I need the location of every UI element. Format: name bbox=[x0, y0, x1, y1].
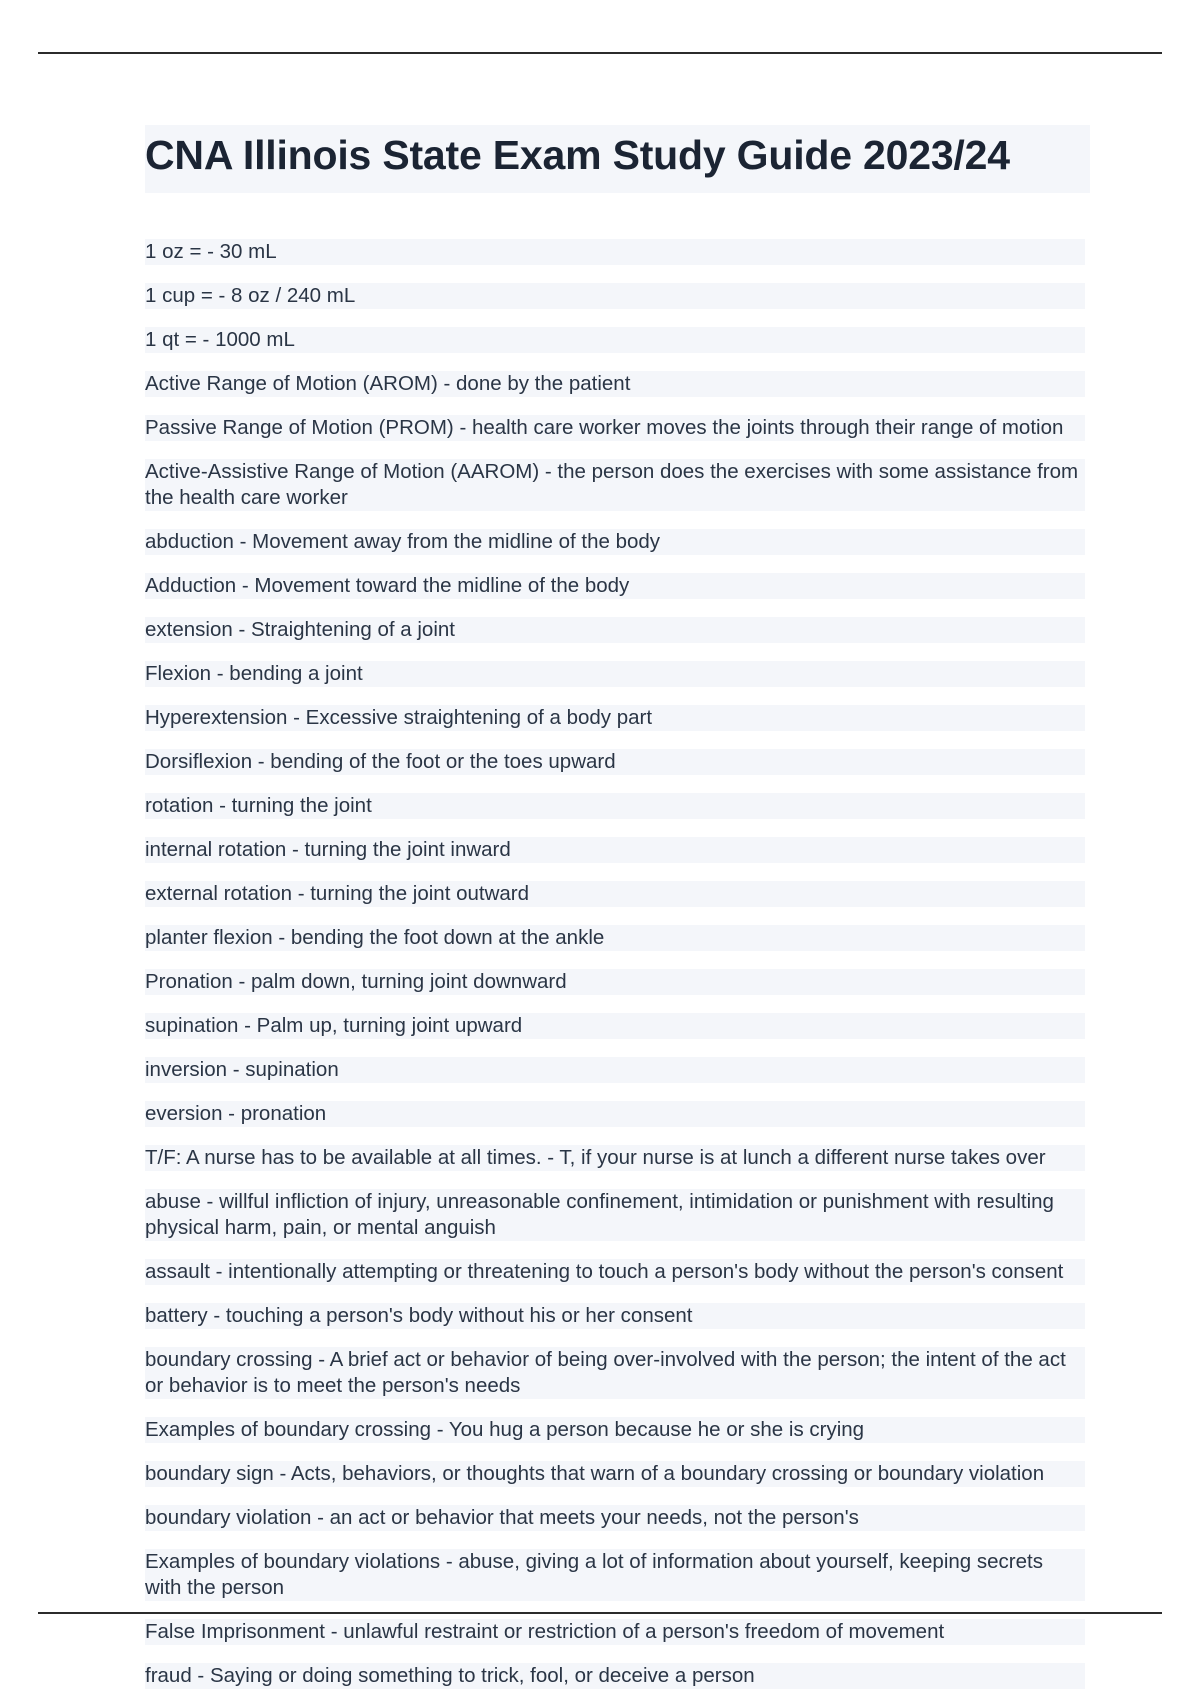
list-item: battery - touching a person's body without his or her consent bbox=[145, 1303, 1085, 1329]
list-item: inversion - supination bbox=[145, 1057, 1085, 1083]
list-item: Active Range of Motion (AROM) - done by the patient bbox=[145, 371, 1085, 397]
list-item: Active-Assistive Range of Motion (AAROM) - the person does the exercises with some assistance from the health care worker bbox=[145, 459, 1085, 511]
entry-container bbox=[145, 239, 1085, 1689]
list-item: Hyperextension - Excessive straightening of a body part bbox=[145, 705, 1085, 731]
list-item: Passive Range of Motion (PROM) - health care worker moves the joints through their range of motion bbox=[145, 415, 1085, 441]
list-item: extension - Straightening of a joint bbox=[145, 617, 1085, 643]
list-item: rotation - turning the joint bbox=[145, 793, 1085, 819]
list-item: external rotation - turning the joint outward bbox=[145, 881, 1085, 907]
list-item: Examples of boundary violations - abuse, giving a lot of information about yourself, keeping secrets with the person bbox=[145, 1549, 1085, 1601]
list-item: False Imprisonment - unlawful restraint or restriction of a person's freedom of movement bbox=[145, 1619, 1085, 1645]
list-item: abduction - Movement away from the midline of the body bbox=[145, 529, 1085, 555]
list-item: abuse - willful infliction of injury, unreasonable confinement, intimidation or punishment with resulting physical harm, pain, or mental anguish bbox=[145, 1189, 1085, 1241]
list-item: Pronation - palm down, turning joint downward bbox=[145, 969, 1085, 995]
title-block bbox=[145, 125, 1090, 193]
list-item: Examples of boundary crossing - You hug a person because he or she is crying bbox=[145, 1417, 1085, 1443]
list-item: T/F: A nurse has to be available at all times. - T, if your nurse is at lunch a different nurse takes over bbox=[145, 1145, 1085, 1171]
list-item: Adduction - Movement toward the midline of the body bbox=[145, 573, 1085, 599]
list-item: assault - intentionally attempting or threatening to touch a person's body without the person's consent bbox=[145, 1259, 1085, 1285]
footer-divider bbox=[38, 1612, 1162, 1614]
list-item: boundary crossing - A brief act or behavior of being over-involved with the person; the intent of the act or behavior is to meet the person's needs bbox=[145, 1347, 1085, 1399]
list-item: fraud - Saying or doing something to trick, fool, or deceive a person bbox=[145, 1663, 1085, 1689]
study-guide-entry-list bbox=[145, 239, 1085, 1689]
list-item: 1 qt = - 1000 mL bbox=[145, 327, 1085, 353]
document-content bbox=[145, 125, 1085, 1689]
list-item: Dorsiflexion - bending of the foot or the toes upward bbox=[145, 749, 1085, 775]
list-item: planter flexion - bending the foot down at the ankle bbox=[145, 925, 1085, 951]
list-item: boundary violation - an act or behavior that meets your needs, not the person's bbox=[145, 1505, 1085, 1531]
list-item: boundary sign - Acts, behaviors, or thoughts that warn of a boundary crossing or boundary violation bbox=[145, 1461, 1085, 1487]
list-item: 1 oz = - 30 mL bbox=[145, 239, 1085, 265]
page-title: CNA Illinois State Exam Study Guide 2023/24 bbox=[145, 132, 1010, 178]
header-divider bbox=[38, 52, 1162, 54]
list-item: internal rotation - turning the joint inward bbox=[145, 837, 1085, 863]
list-item: supination - Palm up, turning joint upward bbox=[145, 1013, 1085, 1039]
list-item: Flexion - bending a joint bbox=[145, 661, 1085, 687]
list-item: eversion - pronation bbox=[145, 1101, 1085, 1127]
list-item: 1 cup = - 8 oz / 240 mL bbox=[145, 283, 1085, 309]
